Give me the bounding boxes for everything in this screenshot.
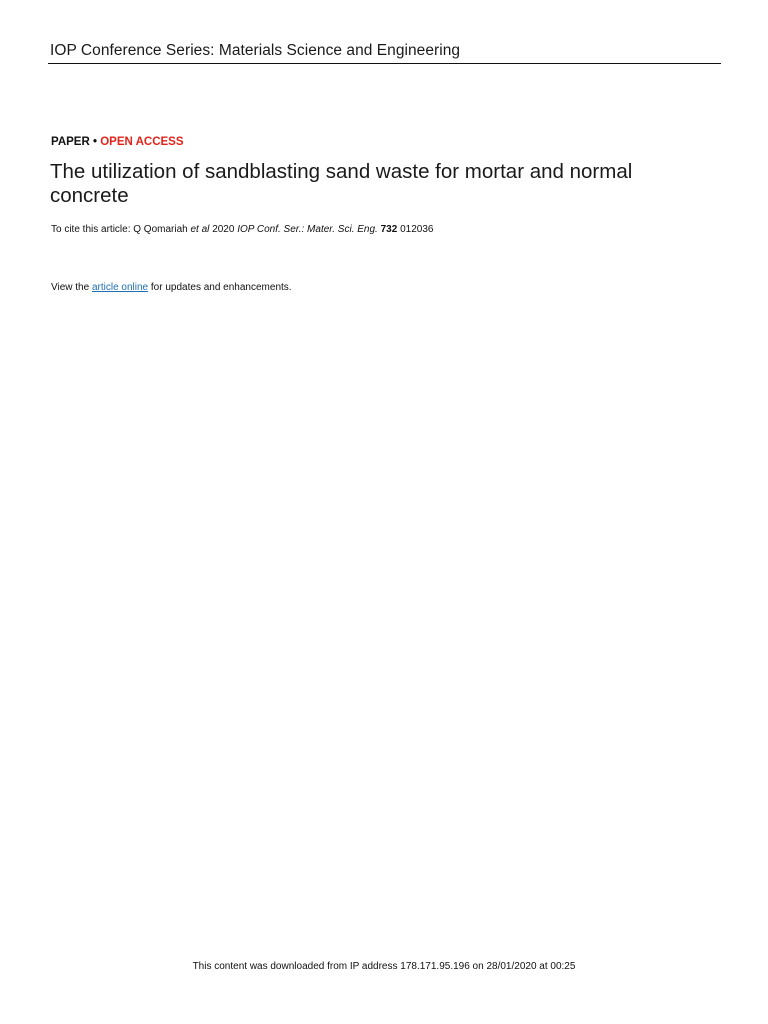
view-online-suffix: for updates and enhancements. <box>150 282 292 293</box>
citation-year: 2020 <box>212 224 235 235</box>
view-online-line <box>51 282 292 293</box>
view-online-prefix: View the <box>51 282 90 293</box>
citation-journal: IOP Conf. Ser.: Mater. Sci. Eng. <box>237 224 378 235</box>
kicker-separator: • <box>92 136 98 148</box>
journal-header: IOP Conference Series: Materials Science and Engineering <box>50 42 461 59</box>
article-title: The utilization of sandblasting sand waste for mortar and normal concrete <box>50 160 633 207</box>
citation-line <box>51 224 433 235</box>
paper-label: PAPER <box>51 136 90 148</box>
citation-article-number: 012036 <box>400 224 434 235</box>
open-access-label: OPEN ACCESS <box>100 136 184 148</box>
citation-prefix: To cite this article: Q Qomariah <box>51 224 188 235</box>
article-online-link[interactable]: article online <box>91 282 149 293</box>
citation-volume: 732 <box>380 224 398 235</box>
citation-et-al: et al <box>190 224 210 235</box>
download-footer: This content was downloaded from IP address 178.171.95.196 on 28/01/2020 at 00:25 <box>192 961 576 972</box>
header-rule <box>48 63 721 64</box>
article-kicker <box>51 136 184 148</box>
